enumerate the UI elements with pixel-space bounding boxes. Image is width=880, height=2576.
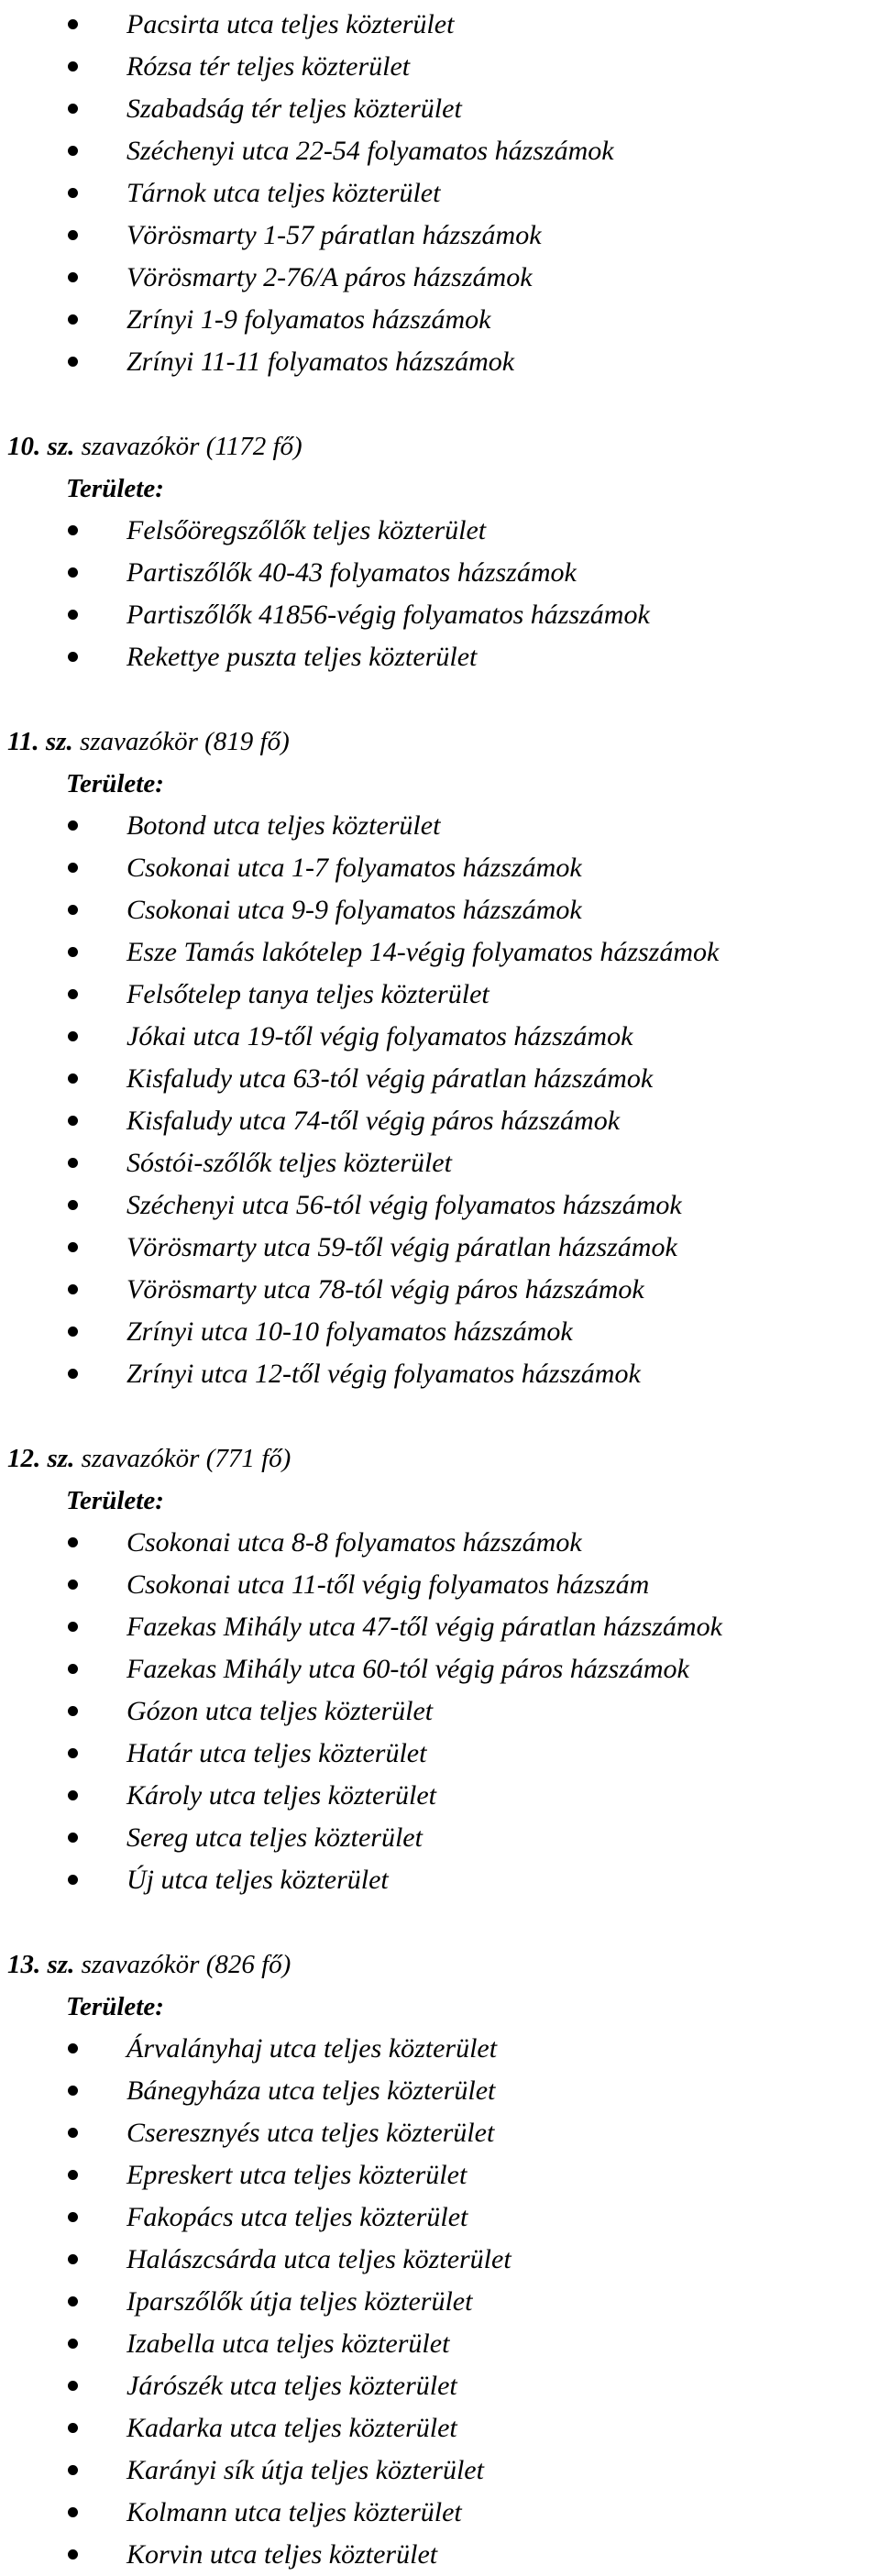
spacer bbox=[0, 678, 880, 721]
bullet-icon bbox=[68, 1875, 78, 1885]
list-item: Sóstói-szőlők teljes közterület bbox=[0, 1142, 880, 1184]
bullet-icon bbox=[68, 863, 78, 873]
list-item: Rekettye puszta teljes közterület bbox=[0, 636, 880, 678]
list-item: Rózsa tér teljes közterület bbox=[0, 46, 880, 88]
list-item: Csokonai utca 11-től végig folyamatos házszám bbox=[0, 1564, 880, 1606]
bullet-icon bbox=[68, 272, 78, 282]
list-item: Csokonai utca 8-8 folyamatos házszámok bbox=[0, 1522, 880, 1564]
bullet-icon bbox=[68, 1664, 78, 1674]
bullet-icon bbox=[68, 104, 78, 114]
bullet-icon bbox=[68, 357, 78, 367]
list-item: Kadarka utca teljes közterület bbox=[0, 2407, 880, 2449]
spacer bbox=[0, 1901, 880, 1943]
list-item: Zrínyi utca 12-től végig folyamatos házszámok bbox=[0, 1353, 880, 1395]
bullet-icon bbox=[68, 652, 78, 662]
bullet-icon bbox=[68, 2043, 78, 2053]
list-item: Csokonai utca 9-9 folyamatos házszámok bbox=[0, 889, 880, 931]
list-item: Epreskert utca teljes közterület bbox=[0, 2154, 880, 2196]
area-label: Területe: bbox=[66, 1992, 164, 2021]
list-item: Kisfaludy utca 74-től végig páros házszámok bbox=[0, 1100, 880, 1142]
bullet-icon bbox=[68, 567, 78, 578]
bullet-icon bbox=[68, 1748, 78, 1758]
bullet-icon bbox=[68, 820, 78, 831]
list-item: Izabella utca teljes közterület bbox=[0, 2323, 880, 2365]
list-item: Felsőöregszőlők teljes közterület bbox=[0, 510, 880, 552]
list-item: Partiszőlők 40-43 folyamatos házszámok bbox=[0, 552, 880, 594]
list-item: Vörösmarty 2-76/A páros házszámok bbox=[0, 257, 880, 299]
bullet-icon bbox=[68, 1242, 78, 1252]
district-heading: 11. sz. szavazókör (819 fő) bbox=[7, 727, 290, 756]
bullet-icon bbox=[68, 2549, 78, 2559]
bullet-icon bbox=[68, 1158, 78, 1168]
district-list bbox=[0, 510, 880, 678]
bullet-icon bbox=[68, 1073, 78, 1084]
list-item: Fakopács utca teljes közterület bbox=[0, 2196, 880, 2239]
list-item: Fazekas Mihály utca 60-tól végig páros házszámok bbox=[0, 1648, 880, 1690]
bullet-icon bbox=[68, 2423, 78, 2433]
list-item: Vörösmarty 1-57 páratlan házszámok bbox=[0, 215, 880, 257]
bullet-icon bbox=[68, 1790, 78, 1800]
continuation-list bbox=[0, 4, 880, 383]
bullet-icon bbox=[68, 1833, 78, 1843]
bullet-icon bbox=[68, 2339, 78, 2349]
bullet-icon bbox=[68, 1706, 78, 1716]
bullet-icon bbox=[68, 230, 78, 240]
list-item: Partiszőlők 41856-végig folyamatos házszámok bbox=[0, 594, 880, 636]
bullet-icon bbox=[68, 2254, 78, 2264]
list-item: Jókai utca 19-től végig folyamatos házszámok bbox=[0, 1016, 880, 1058]
bullet-icon bbox=[68, 1622, 78, 1632]
bullet-icon bbox=[68, 314, 78, 325]
list-item: Zrínyi 11-11 folyamatos házszámok bbox=[0, 341, 880, 383]
list-item: Széchenyi utca 56-tól végig folyamatos házszámok bbox=[0, 1184, 880, 1227]
list-item: Zrínyi utca 10-10 folyamatos házszámok bbox=[0, 1311, 880, 1353]
bullet-icon bbox=[68, 905, 78, 915]
bullet-icon bbox=[68, 2128, 78, 2138]
bullet-icon bbox=[68, 1327, 78, 1337]
district-heading: 10. sz. szavazókör (1172 fő) bbox=[7, 432, 302, 461]
list-item: Sereg utca teljes közterület bbox=[0, 1817, 880, 1859]
bullet-icon bbox=[68, 61, 78, 72]
bullet-icon bbox=[68, 1369, 78, 1379]
area-label: Területe: bbox=[66, 1486, 164, 1515]
district-section-13 bbox=[0, 1943, 880, 2576]
bullet-icon bbox=[68, 1116, 78, 1126]
list-item: Botond utca teljes közterület bbox=[0, 805, 880, 847]
list-item: Gózon utca teljes közterület bbox=[0, 1690, 880, 1733]
list-item: Esze Tamás lakótelep 14-végig folyamatos házszámok bbox=[0, 931, 880, 974]
bullet-icon bbox=[68, 188, 78, 198]
list-item: Tárnok utca teljes közterület bbox=[0, 172, 880, 215]
spacer bbox=[0, 383, 880, 425]
list-item: Járószék utca teljes közterület bbox=[0, 2365, 880, 2407]
list-item: Halászcsárda utca teljes közterület bbox=[0, 2239, 880, 2281]
list-item: Szabadság tér teljes közterület bbox=[0, 88, 880, 130]
list-item: Új utca teljes közterület bbox=[0, 1859, 880, 1901]
bullet-icon bbox=[68, 1537, 78, 1547]
bullet-icon bbox=[68, 525, 78, 535]
list-item: Iparszőlők útja teljes közterület bbox=[0, 2281, 880, 2323]
list-item: Kisfaludy utca 63-tól végig páratlan házszámok bbox=[0, 1058, 880, 1100]
bullet-icon bbox=[68, 2170, 78, 2180]
district-section-11 bbox=[0, 721, 880, 1395]
district-heading: 13. sz. szavazókör (826 fő) bbox=[7, 1950, 292, 1979]
bullet-icon bbox=[68, 989, 78, 999]
bullet-icon bbox=[68, 1580, 78, 1590]
bullet-icon bbox=[68, 610, 78, 620]
bullet-icon bbox=[68, 2507, 78, 2517]
list-item: Karányi sík útja teljes közterület bbox=[0, 2449, 880, 2492]
list-item: Csokonai utca 1-7 folyamatos házszámok bbox=[0, 847, 880, 889]
bullet-icon bbox=[68, 2381, 78, 2391]
list-item: Vörösmarty utca 78-tól végig páros házszámok bbox=[0, 1269, 880, 1311]
list-item: Fazekas Mihály utca 47-től végig páratlan házszámok bbox=[0, 1606, 880, 1648]
bullet-icon bbox=[68, 2086, 78, 2096]
list-item: Vörösmarty utca 59-től végig páratlan házszámok bbox=[0, 1227, 880, 1269]
bullet-icon bbox=[68, 1200, 78, 1210]
district-section-12 bbox=[0, 1437, 880, 1901]
bullet-icon bbox=[68, 1031, 78, 1041]
district-list bbox=[0, 805, 880, 1395]
bullet-icon bbox=[68, 2296, 78, 2306]
list-item: Károly utca teljes közterület bbox=[0, 1775, 880, 1817]
bullet-icon bbox=[68, 2212, 78, 2222]
list-item: Árvalányhaj utca teljes közterület bbox=[0, 2028, 880, 2070]
list-item: Zrínyi 1-9 folyamatos házszámok bbox=[0, 299, 880, 341]
list-item: Felsőtelep tanya teljes közterület bbox=[0, 974, 880, 1016]
spacer bbox=[0, 1395, 880, 1437]
district-list bbox=[0, 1522, 880, 1901]
bullet-icon bbox=[68, 146, 78, 156]
list-item: Határ utca teljes közterület bbox=[0, 1733, 880, 1775]
list-item: Korvin utca teljes közterület bbox=[0, 2534, 880, 2576]
bullet-icon bbox=[68, 2465, 78, 2475]
list-item: Bánegyháza utca teljes közterület bbox=[0, 2070, 880, 2112]
list-item: Kolmann utca teljes közterület bbox=[0, 2492, 880, 2534]
list-item: Cseresznyés utca teljes közterület bbox=[0, 2112, 880, 2154]
district-list bbox=[0, 2028, 880, 2576]
district-heading: 12. sz. szavazókör (771 fő) bbox=[7, 1444, 292, 1473]
bullet-icon bbox=[68, 947, 78, 957]
bullet-icon bbox=[68, 1284, 78, 1294]
area-label: Területe: bbox=[66, 769, 164, 798]
area-label: Területe: bbox=[66, 474, 164, 503]
list-item: Pacsirta utca teljes közterület bbox=[0, 4, 880, 46]
bullet-icon bbox=[68, 19, 78, 29]
list-item: Széchenyi utca 22-54 folyamatos házszámok bbox=[0, 130, 880, 172]
district-section-10 bbox=[0, 425, 880, 678]
